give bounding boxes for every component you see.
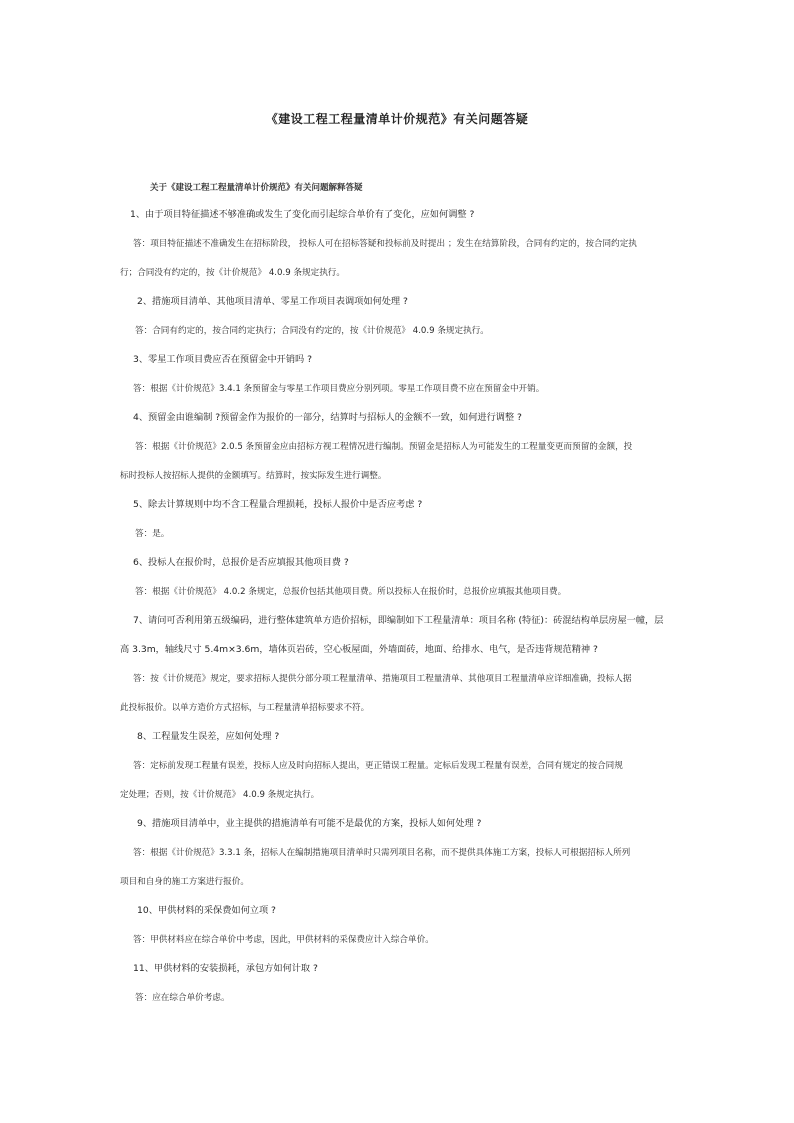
question-7-line-1: 7、请问可否利用第五级编码，进行整体建筑单方造价招标，即编制如下工程量清单：项目名称 (特征)：砖混结构单层房屋一幢，层: [133, 615, 664, 626]
document-subtitle: 关于《建设工程工程量清单计价规范》有关问题解释答疑: [150, 183, 363, 193]
answer-7-line-1: 答：按《计价规范》规定，要求招标人提供分部分项工程量清单、措施项目工程量清单、其他项目工程量清单应详细准确，投标人据: [133, 674, 632, 684]
answer-10: 答：甲供材料应在综合单价中考虑，因此，甲供材料的采保费应计入综合单价。: [133, 935, 434, 945]
answer-3: 答：根据《计价规范》3.4.1 条预留金与零星工作项目费应分别列项。零星工作项目费不应在预留金中开销。: [133, 384, 545, 394]
question-3: 3、零星工作项目费应否在预留金中开销吗 ?: [133, 354, 313, 365]
answer-6: 答：根据《计价规范》 4.0.2 条规定，总报价包括其他项目费。所以投标人在报价时，总报价应填报其他项目费。: [135, 587, 567, 597]
question-8: 8、工程量发生误差，应如何处理 ?: [137, 731, 280, 742]
question-11: 11、甲供材料的安装损耗，承包方如何计取 ?: [133, 963, 318, 974]
answer-7-line-2: 此投标报价。以单方造价方式招标，与工程量清单招标要求不符。: [120, 703, 370, 713]
answer-1-line-1: 答：项目特征描述不准确发生在招标阶段， 投标人可在招标答疑和投标前及时提出 ；发生在结算阶段，合同有约定的，按合同约定执: [133, 239, 637, 249]
question-9: 9、措施项目清单中，业主提供的措施清单有可能不是最优的方案，投标人如何处理 ?: [137, 818, 482, 829]
answer-5: 答：是。: [135, 529, 170, 539]
answer-9-line-1: 答：根据《计价规范》3.3.1 条，招标人在编制措施项目清单时只需列项目名称，而不提供具体施工方案，投标人可根据招标人所列: [133, 848, 631, 858]
answer-8-line-2: 定处理；否则，按《计价规范》 4.0.9 条规定执行。: [120, 790, 320, 800]
question-6: 6、投标人在报价时，总报价是否应填报其他项目费 ?: [133, 557, 349, 568]
question-4: 4、预留金由谁编制 ?预留金作为报价的一部分，结算时与招标人的金额不一致，如何进行调整 ?: [133, 412, 522, 423]
question-2: 2、措施项目清单、其他项目清单、零星工作项目表调项如何处理 ?: [137, 296, 408, 307]
document-title: 《建设工程工程量清单计价规范》有关问题答疑: [265, 112, 529, 126]
answer-4-line-1: 答：根据《计价规范》2.0.5 条预留金应由招标方视工程情况进行编制。预留金是招标人为可能发生的工程量变更而预留的金额，投: [135, 442, 633, 452]
answer-4-line-2: 标时投标人按招标人提供的金额填写。结算时，按实际发生进行调整。: [120, 471, 387, 481]
question-7-line-2: 高 3.3m，轴线尺寸 5.4m×3.6m，墙体页岩砖，空心板屋面，外墙面砖，地面、给排水、电气，是否违背规范精神 ?: [120, 644, 598, 655]
question-5: 5、除去计算规则中均不含工程量合理损耗，投标人报价中是否应考虑 ?: [133, 499, 423, 510]
question-1: 1、由于项目特征描述不够准确或发生了变化而引起综合单价有了变化，应如何调整 ?: [130, 209, 475, 220]
answer-8-line-1: 答：定标前发现工程量有误差，投标人应及时向招标人提出，更正错误工程量。定标后发现工程量有误差，合同有规定的按合同规: [133, 761, 623, 771]
answer-2: 答：合同有约定的，按合同约定执行；合同没有约定的，按《计价规范》 4.0.9 条规定执行。: [135, 326, 489, 336]
question-10: 10、甲供材料的采保费如何立项 ?: [137, 905, 276, 916]
answer-9-line-2: 项目和自身的施工方案进行报价。: [120, 877, 249, 887]
answer-1-line-2: 行；合同没有约定的，按《计价规范》 4.0.9 条规定执行。: [120, 268, 345, 278]
answer-11: 答：应在综合单价考虑。: [135, 993, 230, 1003]
